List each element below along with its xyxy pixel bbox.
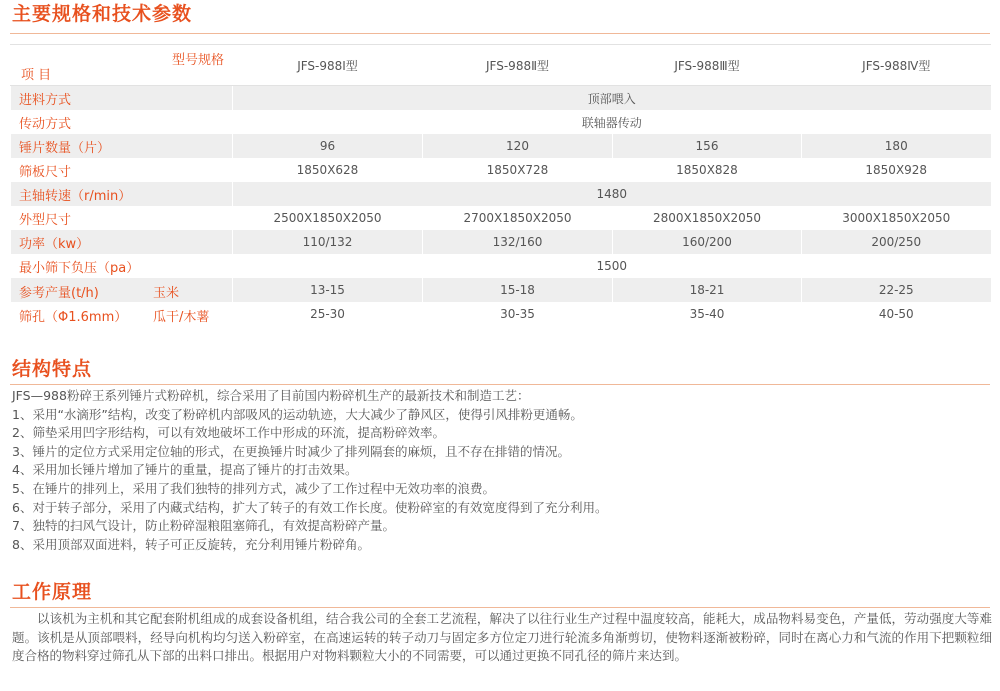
row-label-split <box>11 278 233 302</box>
table-row <box>11 278 991 302</box>
row-value: 1850X728 <box>423 158 613 182</box>
table-row <box>11 182 991 206</box>
row-value: 180 <box>802 134 991 158</box>
row-label: 锤片数量（片） <box>11 134 233 158</box>
row-label: 筛孔（Φ1.6mm） <box>19 310 128 325</box>
table-row <box>11 254 991 278</box>
row-label-split <box>11 302 233 326</box>
row-value: 2800X1850X2050 <box>613 206 802 230</box>
row-value: 13-15 <box>233 278 423 302</box>
row-label: 主轴转速（r/min） <box>11 182 233 206</box>
row-value: 132/160 <box>423 230 613 254</box>
list-item: 3、锤片的定位方式采用定位轴的形式，在更换锤片时减少了排列隔套的麻烦，且不存在排错的情况。 <box>12 443 570 459</box>
row-value: 160/200 <box>613 230 802 254</box>
row-value: 1850X828 <box>613 158 802 182</box>
table-row <box>11 86 991 111</box>
row-value: 25-30 <box>233 302 423 326</box>
row-label: 功率（kw） <box>11 230 233 254</box>
header-model-4: JFS-988Ⅳ型 <box>802 45 991 86</box>
table-row <box>11 206 991 230</box>
row-merged-value: 联轴器传动 <box>233 110 991 134</box>
row-value: 40-50 <box>802 302 991 326</box>
row-label: 外型尺寸 <box>11 206 233 230</box>
row-value: 35-40 <box>613 302 802 326</box>
row-value: 200/250 <box>802 230 991 254</box>
table-row <box>11 110 991 134</box>
row-value: 1850X928 <box>802 158 991 182</box>
row-sublabel: 瓜干/木薯 <box>153 310 210 325</box>
row-merged-value: 顶部喂入 <box>233 86 991 111</box>
principle-title: 工作原理 <box>12 581 93 603</box>
principle-text: 以该机为主机和其它配套附机组成的成套设备机组，结合我公司的全套工艺流程，解决了以往行业生产过程中温度较高，能耗大，成品物料易变色，产量低，劳动强度大等难题。该机是从顶部喂料，经导向机构均匀送入粉碎室，在高速运转的转子动刀与固定多方位定刀进行轮流多角渐剪切，使物料逐渐被粉碎，同时在离心力和气流的作用下把颗粒细度合格的物料穿过筛孔从下部的出料口排出。根据用户对物料颗粒大小的不同需要，可以通过更换不同孔径的筛片来达到。 <box>12 611 992 664</box>
list-item: 8、采用顶部双面进料，转子可正反旋转，充分利用锤片粉碎角。 <box>12 536 370 552</box>
principle-title-rule <box>10 607 990 608</box>
row-value: 2500X1850X2050 <box>233 206 423 230</box>
row-sublabel: 玉米 <box>153 286 180 301</box>
features-title-rule <box>10 384 990 385</box>
row-label: 参考产量(t/h) <box>19 286 99 301</box>
row-label: 最小筛下负压（pa） <box>11 254 233 278</box>
header-model-3: JFS-988Ⅲ型 <box>613 45 802 86</box>
row-label: 传动方式 <box>11 110 233 134</box>
header-corner-top: 型号规格 <box>171 53 224 68</box>
list-item: 1、采用“水滴形”结构，改变了粉碎机内部吸风的运动轨迹，大大减少了静风区，使得引风排粉更通畅。 <box>12 406 583 422</box>
row-value: 110/132 <box>233 230 423 254</box>
row-value: 30-35 <box>423 302 613 326</box>
header-model-1: JFS-988Ⅰ型 <box>233 45 423 86</box>
header-corner-bottom: 项 目 <box>21 68 52 83</box>
features-list <box>12 387 990 554</box>
row-value: 156 <box>613 134 802 158</box>
list-item: 4、采用加长锤片增加了锤片的重量，提高了锤片的打击效果。 <box>12 462 358 478</box>
table-row <box>11 158 991 182</box>
row-value: 1850X628 <box>233 158 423 182</box>
header-corner-cell <box>11 45 233 86</box>
row-value: 18-21 <box>613 278 802 302</box>
row-label: 筛板尺寸 <box>11 158 233 182</box>
row-value: 15-18 <box>423 278 613 302</box>
list-item: 5、在锤片的排列上，采用了我们独特的排列方式，减少了工作过程中无效功率的浪费。 <box>12 480 495 496</box>
row-value: 22-25 <box>802 278 991 302</box>
specs-title-rule <box>10 33 990 34</box>
row-value: 96 <box>233 134 423 158</box>
specs-title: 主要规格和技术参数 <box>12 3 193 25</box>
row-value: 3000X1850X2050 <box>802 206 991 230</box>
features-intro: JFS—988粉碎王系列锤片式粉碎机，综合采用了目前国内粉碎机生产的最新技术和制造工艺： <box>12 388 530 403</box>
row-merged-value: 1480 <box>233 182 991 206</box>
list-item: 2、筛垫采用凹字形结构，可以有效地破坏工作中形成的环流，提高粉碎效率。 <box>12 425 445 441</box>
table-row <box>11 230 991 254</box>
list-item: 6、对于转子部分，采用了内藏式结构，扩大了转子的有效工作长度。使粉碎室的有效宽度得到了充分利用。 <box>12 499 608 515</box>
row-merged-value: 1500 <box>233 254 991 278</box>
list-item: 7、独特的扫风气设计，防止粉碎湿粮阻塞筛孔，有效提高粉碎产量。 <box>12 518 395 534</box>
row-value: 2700X1850X2050 <box>423 206 613 230</box>
header-model-2: JFS-988Ⅱ型 <box>423 45 613 86</box>
table-header-row <box>11 45 991 86</box>
table-row <box>11 302 991 326</box>
table-row <box>11 134 991 158</box>
row-label: 进料方式 <box>11 86 233 111</box>
features-title: 结构特点 <box>12 358 93 380</box>
row-value: 120 <box>423 134 613 158</box>
spec-table <box>10 44 991 326</box>
